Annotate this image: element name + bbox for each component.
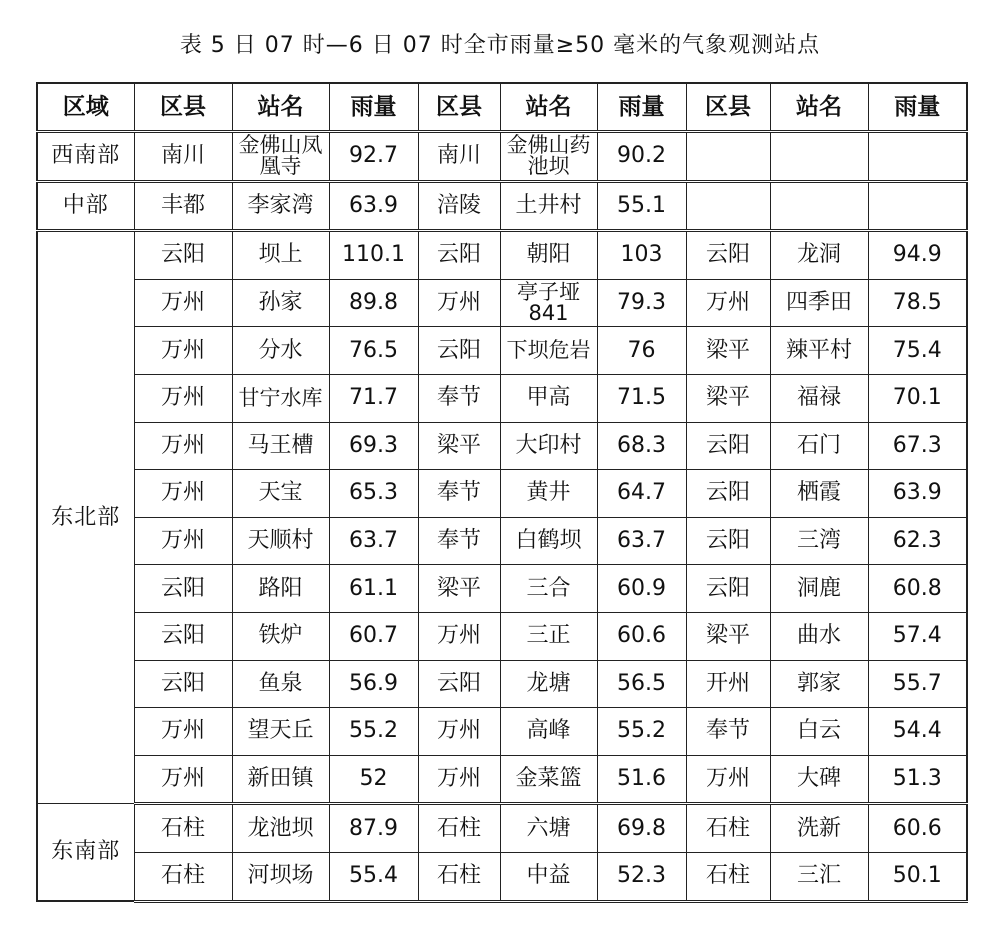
county-cell: 万州 [686, 279, 770, 327]
station-cell: 下坝危岩 [500, 327, 597, 375]
county-cell: 南川 [418, 132, 500, 182]
station-cell: 三汇 [770, 852, 868, 901]
table-row [37, 804, 967, 853]
station-cell: 三合 [500, 565, 597, 613]
rainfall-cell: 103 [597, 231, 686, 280]
station-cell: 龙洞 [770, 231, 868, 280]
region-cell: 东北部 [37, 231, 134, 804]
county-cell: 梁平 [686, 374, 770, 422]
county-cell: 万州 [134, 755, 232, 804]
rainfall-cell: 60.6 [868, 804, 967, 853]
station-cell: 郭家 [770, 660, 868, 708]
county-cell: 丰都 [134, 181, 232, 231]
rainfall-table [36, 82, 968, 903]
rainfall-cell [868, 132, 967, 182]
county-cell: 奉节 [418, 374, 500, 422]
county-cell: 万州 [134, 470, 232, 518]
station-cell: 四季田 [770, 279, 868, 327]
county-cell: 云阳 [686, 517, 770, 565]
rainfall-cell: 55.2 [597, 708, 686, 756]
station-cell: 金佛山凤凰寺 [232, 132, 329, 182]
county-cell: 梁平 [418, 422, 500, 470]
station-cell: 三湾 [770, 517, 868, 565]
column-header: 站名 [232, 83, 329, 132]
county-cell: 云阳 [134, 565, 232, 613]
station-cell: 洗新 [770, 804, 868, 853]
rainfall-cell: 56.9 [329, 660, 418, 708]
county-cell: 云阳 [418, 231, 500, 280]
county-cell: 奉节 [418, 517, 500, 565]
station-cell: 路阳 [232, 565, 329, 613]
station-cell: 河坝场 [232, 852, 329, 901]
county-cell: 云阳 [134, 660, 232, 708]
county-cell [686, 132, 770, 182]
station-cell: 铁炉 [232, 612, 329, 660]
county-cell: 万州 [134, 422, 232, 470]
station-cell: 福禄 [770, 374, 868, 422]
rainfall-cell: 92.7 [329, 132, 418, 182]
table-row [37, 612, 967, 660]
rainfall-cell: 76 [597, 327, 686, 375]
table-row [37, 422, 967, 470]
station-cell: 龙池坝 [232, 804, 329, 853]
rainfall-cell: 60.9 [597, 565, 686, 613]
table-row [37, 755, 967, 804]
station-cell: 甲高 [500, 374, 597, 422]
station-cell: 新田镇 [232, 755, 329, 804]
rainfall-cell: 55.2 [329, 708, 418, 756]
rainfall-cell: 90.2 [597, 132, 686, 182]
station-cell: 望天丘 [232, 708, 329, 756]
county-cell: 云阳 [418, 327, 500, 375]
county-cell: 万州 [686, 755, 770, 804]
county-cell: 云阳 [686, 565, 770, 613]
rainfall-cell: 52.3 [597, 852, 686, 901]
station-cell: 亭子垭841 [500, 279, 597, 327]
column-header: 站名 [500, 83, 597, 132]
rainfall-cell: 50.1 [868, 852, 967, 901]
station-cell: 分水 [232, 327, 329, 375]
table-row [37, 470, 967, 518]
county-cell: 万州 [134, 517, 232, 565]
rainfall-cell: 87.9 [329, 804, 418, 853]
station-cell: 三正 [500, 612, 597, 660]
station-cell: 天宝 [232, 470, 329, 518]
station-cell: 大印村 [500, 422, 597, 470]
rainfall-cell: 78.5 [868, 279, 967, 327]
column-header: 区县 [134, 83, 232, 132]
county-cell: 云阳 [686, 422, 770, 470]
county-cell: 万州 [134, 374, 232, 422]
rainfall-cell: 71.7 [329, 374, 418, 422]
rainfall-cell: 65.3 [329, 470, 418, 518]
rainfall-cell: 61.1 [329, 565, 418, 613]
station-cell: 六塘 [500, 804, 597, 853]
region-cell: 中部 [37, 181, 134, 231]
county-cell: 南川 [134, 132, 232, 182]
station-cell: 李家湾 [232, 181, 329, 231]
county-cell: 石柱 [686, 852, 770, 901]
county-cell: 云阳 [686, 231, 770, 280]
table-row [37, 279, 967, 327]
station-cell: 孙家 [232, 279, 329, 327]
rainfall-cell: 71.5 [597, 374, 686, 422]
station-cell: 坝上 [232, 231, 329, 280]
station-cell: 白鹤坝 [500, 517, 597, 565]
table-body [37, 132, 967, 902]
rainfall-cell: 55.1 [597, 181, 686, 231]
rainfall-cell: 52 [329, 755, 418, 804]
county-cell: 石柱 [418, 852, 500, 901]
station-cell: 栖霞 [770, 470, 868, 518]
table-row [37, 132, 967, 182]
county-cell: 万州 [418, 612, 500, 660]
rainfall-cell: 94.9 [868, 231, 967, 280]
rainfall-cell: 60.7 [329, 612, 418, 660]
table-caption: 表 5 日 07 时—6 日 07 时全市雨量≥50 毫米的气象观测站点 [179, 33, 821, 58]
county-cell: 石柱 [134, 804, 232, 853]
table-row [37, 327, 967, 375]
county-cell: 云阳 [686, 470, 770, 518]
station-cell: 朝阳 [500, 231, 597, 280]
county-cell: 石柱 [418, 804, 500, 853]
rainfall-cell: 60.6 [597, 612, 686, 660]
header-row [37, 83, 967, 132]
rainfall-cell [868, 181, 967, 231]
county-cell: 云阳 [418, 660, 500, 708]
rainfall-cell: 75.4 [868, 327, 967, 375]
table-row [37, 181, 967, 231]
rainfall-cell: 69.8 [597, 804, 686, 853]
station-cell: 石门 [770, 422, 868, 470]
county-cell: 云阳 [134, 612, 232, 660]
county-cell: 石柱 [134, 852, 232, 901]
county-cell: 奉节 [686, 708, 770, 756]
county-cell: 梁平 [418, 565, 500, 613]
station-cell [770, 132, 868, 182]
county-cell: 梁平 [686, 612, 770, 660]
rainfall-cell: 69.3 [329, 422, 418, 470]
station-cell: 马王槽 [232, 422, 329, 470]
rainfall-cell: 89.8 [329, 279, 418, 327]
region-cell: 西南部 [37, 132, 134, 182]
rainfall-cell: 56.5 [597, 660, 686, 708]
rainfall-cell: 57.4 [868, 612, 967, 660]
column-header: 区域 [37, 83, 134, 132]
county-cell: 万州 [134, 327, 232, 375]
rainfall-cell: 63.9 [868, 470, 967, 518]
station-cell [770, 181, 868, 231]
county-cell: 梁平 [686, 327, 770, 375]
rainfall-cell: 67.3 [868, 422, 967, 470]
column-header: 区县 [418, 83, 500, 132]
station-cell: 鱼泉 [232, 660, 329, 708]
station-cell: 大碑 [770, 755, 868, 804]
county-cell: 云阳 [134, 231, 232, 280]
rainfall-cell: 62.3 [868, 517, 967, 565]
county-cell: 开州 [686, 660, 770, 708]
station-cell: 金菜篮 [500, 755, 597, 804]
table-row [37, 517, 967, 565]
county-cell: 万州 [134, 708, 232, 756]
station-cell: 甘宁水库 [232, 374, 329, 422]
station-cell: 金佛山药池坝 [500, 132, 597, 182]
county-cell: 石柱 [686, 804, 770, 853]
table-row [37, 374, 967, 422]
station-cell: 高峰 [500, 708, 597, 756]
county-cell: 万州 [418, 755, 500, 804]
county-cell [686, 181, 770, 231]
column-header: 雨量 [597, 83, 686, 132]
rainfall-cell: 79.3 [597, 279, 686, 327]
table-row [37, 708, 967, 756]
table-row [37, 852, 967, 901]
rainfall-cell: 70.1 [868, 374, 967, 422]
rainfall-cell: 51.6 [597, 755, 686, 804]
rainfall-cell: 55.4 [329, 852, 418, 901]
station-cell: 洞鹿 [770, 565, 868, 613]
county-cell: 万州 [418, 279, 500, 327]
station-cell: 中益 [500, 852, 597, 901]
column-header: 站名 [770, 83, 868, 132]
rainfall-cell: 55.7 [868, 660, 967, 708]
column-header: 雨量 [868, 83, 967, 132]
rainfall-cell: 63.9 [329, 181, 418, 231]
county-cell: 万州 [134, 279, 232, 327]
rainfall-cell: 110.1 [329, 231, 418, 280]
rainfall-cell: 51.3 [868, 755, 967, 804]
table-row [37, 660, 967, 708]
station-cell: 白云 [770, 708, 868, 756]
station-cell: 辣平村 [770, 327, 868, 375]
region-cell: 东南部 [37, 804, 134, 901]
rainfall-cell: 60.8 [868, 565, 967, 613]
county-cell: 涪陵 [418, 181, 500, 231]
rainfall-cell: 68.3 [597, 422, 686, 470]
column-header: 区县 [686, 83, 770, 132]
rainfall-cell: 54.4 [868, 708, 967, 756]
table-row [37, 565, 967, 613]
column-header: 雨量 [329, 83, 418, 132]
station-cell: 天顺村 [232, 517, 329, 565]
table-row [37, 231, 967, 280]
rainfall-cell: 63.7 [597, 517, 686, 565]
station-cell: 黄井 [500, 470, 597, 518]
station-cell: 龙塘 [500, 660, 597, 708]
rainfall-cell: 63.7 [329, 517, 418, 565]
county-cell: 奉节 [418, 470, 500, 518]
rainfall-cell: 64.7 [597, 470, 686, 518]
rainfall-cell: 76.5 [329, 327, 418, 375]
county-cell: 万州 [418, 708, 500, 756]
station-cell: 土井村 [500, 181, 597, 231]
table-container [36, 82, 966, 903]
station-cell: 曲水 [770, 612, 868, 660]
